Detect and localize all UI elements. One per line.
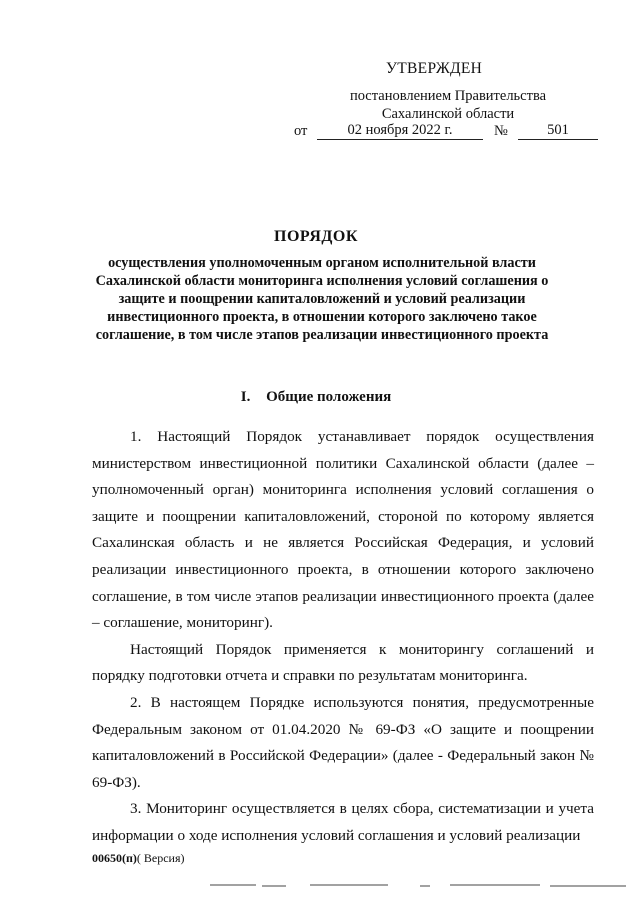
- document-body: [92, 424, 594, 850]
- document-code: 00650(п): [92, 851, 137, 865]
- document-title: ПОРЯДОК: [274, 228, 358, 245]
- section-title: Общие положения: [266, 389, 392, 405]
- decree-date: 02 ноября 2022 г.: [317, 121, 483, 140]
- decree-number: 501: [518, 121, 598, 140]
- scan-artifact-marks: [210, 881, 630, 891]
- document-subtitle: осуществления уполномоченным органом исполнительной власти Сахалинской области мониторинга исполнения условий соглашения о защите и поощрении капиталовложений и условий реализации инвестиционного проекта, в отношении которого заключено такое соглашение, в том числе этапов реализации инвестиционного проекта: [95, 255, 549, 343]
- paragraph-3: 2. В настоящем Порядке используются понятия, предусмотренные Федеральным законом от 01.04.2020 № 69-ФЗ «О защите и поощрении капиталовложений в Российской Федерации» (далее - Федеральный закон № 69-ФЗ).: [92, 693, 594, 791]
- decree-line-2: Сахалинской области: [381, 106, 515, 122]
- approval-stamp-title: УТВЕРЖДЕН: [386, 60, 483, 77]
- document-version: ( Версия): [136, 851, 185, 865]
- section-number: I.: [240, 389, 251, 405]
- paragraph-1: 1. Настоящий Порядок устанавливает порядок осуществления министерством инвестиционной политики Сахалинской области (далее – уполномоченный орган) мониторинга исполнения условий соглашения о защите и поощрении капиталовложений, стороной по которому является Сахалинская область и не является Российская Федерация, и условий реализации инвестиционного проекта, в отношении которого заключено соглашение, в том числе этапов реализации инвестиционного проекта (далее – соглашение, мониторинг).: [92, 428, 594, 632]
- document-footer: [92, 851, 185, 866]
- decree-line-1: постановлением Правительства: [349, 88, 547, 104]
- section-heading: [0, 389, 632, 406]
- paragraph-4: 3. Мониторинг осуществляется в целях сбора, систематизации и учета информации о ходе исполнения условий соглашения и условий реализации: [92, 800, 594, 844]
- paragraph-2: Настоящий Порядок применяется к мониторингу соглашений и порядку подготовки отчета и справки по результатам мониторинга.: [92, 640, 594, 685]
- from-label: от: [294, 123, 308, 139]
- decree-date-number-row: [282, 121, 602, 143]
- number-sign: №: [494, 123, 508, 139]
